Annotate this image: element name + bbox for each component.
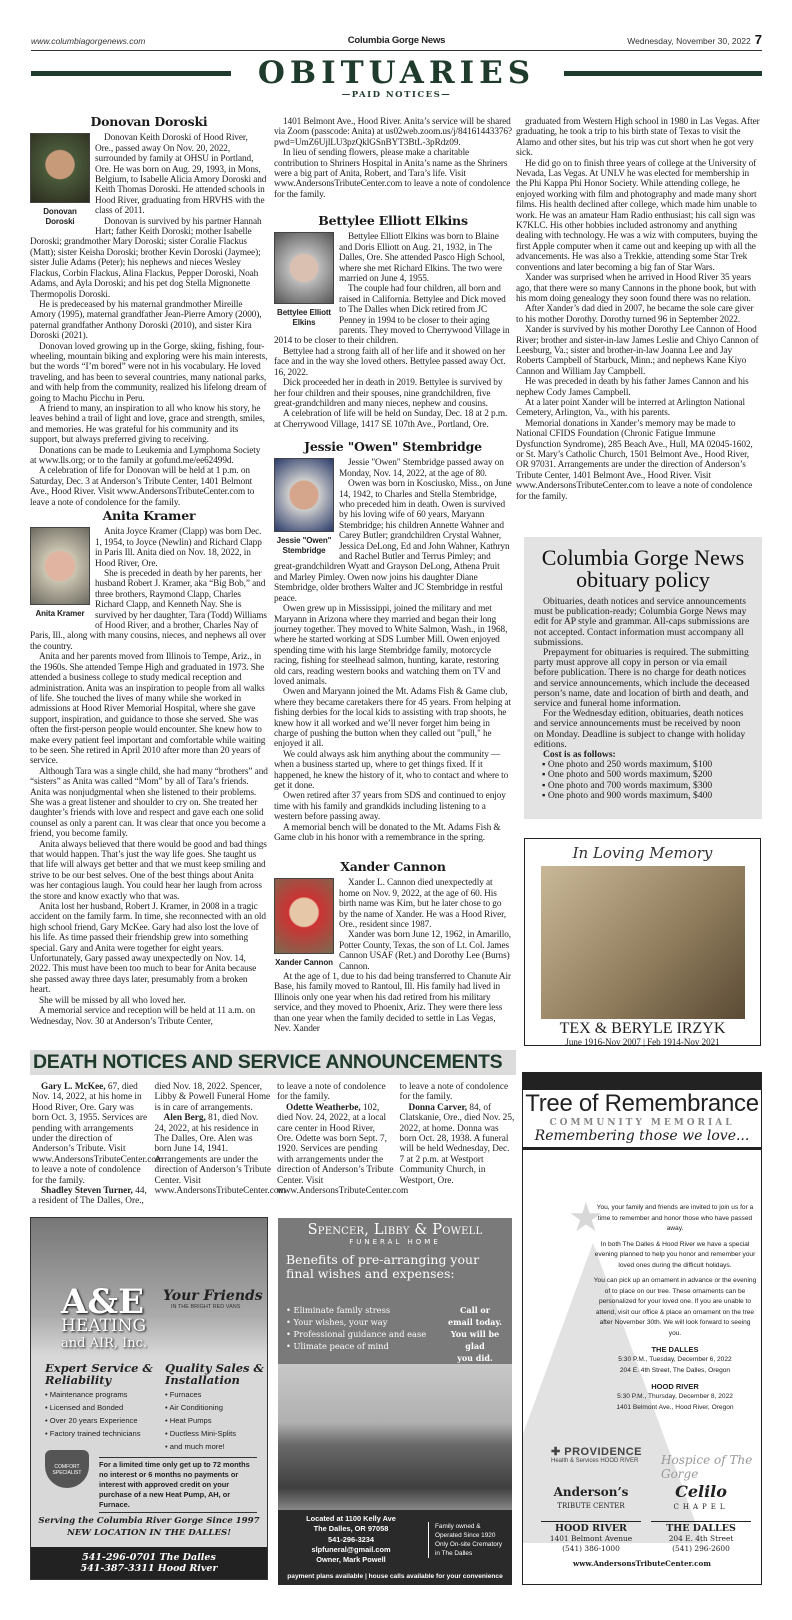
location-the-dalles: Celilo CHAPEL THE DALLES 204 E. 4th Street (541) 296-2600 bbox=[651, 1485, 751, 1554]
paragraph: He is predeceased by his maternal grandmother Mireille Amory (1995), maternal grandfather Jean-Pierre Amory (2000), paternal grandfather Anthony Doroski (2010), and sister Kira Doroski (2021). bbox=[30, 299, 262, 342]
site-url[interactable]: www.columbiagorgenews.com bbox=[31, 36, 146, 46]
cost-item: ▪ One photo and 700 words maximum, $300 bbox=[542, 781, 752, 791]
top-bar bbox=[523, 1073, 761, 1090]
couple-photo bbox=[541, 866, 745, 1019]
paragraph: Xander was born June 12, 1962, in Amarillo, Potter County, Texas, the son of Lt. Col. James Cannon USAF (Ret.) and Dorothy Lee (Burns) Cannon. bbox=[339, 930, 512, 972]
andersons-logo: Anderson’s TRIBUTE CENTER bbox=[553, 1485, 629, 1510]
cost-label: Cost is as follows: bbox=[543, 749, 616, 761]
sales-item: • Air Conditioning bbox=[165, 1401, 268, 1414]
paragraphs bbox=[534, 597, 752, 750]
ae-sales-column: Quality Sales & Installation • Furnaces • Air Conditioning • Heat Pumps • Ductless Mini-Splits • and much more! bbox=[165, 1362, 268, 1453]
event-time: 5:30 P.M., Thursday, December 8, 2022 bbox=[617, 1393, 733, 1400]
paragraph: The couple had four children, all born and raised in California. Bettylee and Dick moved to The Dalles when Dick retired from JC Penney in 1994 to be closer to their aging parents. They moved to Cherrywood Village in 2014 to be closer to their children. bbox=[274, 284, 510, 347]
spencer-libby-powell-ad bbox=[278, 1218, 512, 1585]
memory-script-title: In Loving Memory bbox=[572, 844, 713, 862]
tree-title: Tree of Remembrance bbox=[525, 1090, 759, 1117]
event-city: THE DALLES bbox=[651, 1345, 699, 1354]
paragraph: He did go on to finish three years of college at the University of Nevada, Las Vegas. At UNLV he was elected for membership in the Phi Kappa Phi Honor Society. While attending college, he enjoyed working with film and photography and made many short films. His health declined after college, which made him unable to work. He was an amateur Ham Radio enthusiast; his call sign was K7KLC. His other hobbies included astronomy and anything dealing with technology. He was a wiz with computers, buying the first Apple computer when it came out and keeping up with all the advancements. He was also a Trekkie, attending some Star Trek conventions and later becoming a big fan of Star Wars. bbox=[516, 158, 758, 273]
sales-item: • Heat Pumps bbox=[165, 1414, 268, 1427]
ae-service-column: Expert Service & Reliability • Maintenance programs • Licensed and Bonded • Over 20 years Experience • Factory trained technicians bbox=[45, 1362, 155, 1440]
cost-list bbox=[534, 760, 752, 801]
photo-caption: Donovan Doroski bbox=[43, 207, 77, 227]
tree-script: Remembering those we love... bbox=[523, 1128, 761, 1150]
obituary-policy-box bbox=[524, 537, 762, 819]
obituary-heading: Jessie "Owen" Stembridge bbox=[304, 439, 482, 454]
paragraph: Owen was born in Kosciusko, Miss., on June 14, 1942, to Charles and Stella Stembridge, who preceded him in death. Owen is survived by his loving wife of 60 years, Maryann Stembridge; his children Annette Wahner and Carey Butler; grandchildren Crystal Wahner, Jessica DeLong, Ed and John Wahner, Kathryn and Rachel Butler and Terrus Pimley; and great-grandchildren Wyatt and Grayson DeLong, Athena Pruit and Marley Pimley. Owen now joins his daughter Diane Stembridge, older brothers Walter and JC Stembridge in restful peace. bbox=[274, 479, 512, 604]
portrait-image bbox=[30, 527, 90, 605]
landscape-photo bbox=[278, 1364, 512, 1510]
service-item: • Licensed and Bonded bbox=[45, 1401, 155, 1414]
portrait-image bbox=[30, 133, 90, 203]
photo-caption: Anita Kramer bbox=[35, 609, 85, 619]
paragraph: Obituaries, death notices and service announcements must be publication-ready; Columbia Gorge News may edit for AP style and grammar. All-caps submissions are not accepted. Contact information must accompany all submissions. bbox=[534, 596, 750, 648]
paragraph: A memorial service and reception will be held at 11 a.m. on Wednesday, Nov. 30 at Anderson’s Tribute Center, bbox=[30, 1006, 256, 1027]
slp-headline: Benefits of pre-arranging your final wishes and expenses: bbox=[286, 1252, 480, 1281]
paragraph: She will be missed by all who loved her. bbox=[39, 995, 186, 1006]
death-notice: Donna Carver, 84, of Clatskanie, Ore., died Nov. 25, 2022, at home. Donna was born Oct. 28, 1938. A funeral will be held Wednesday, Dec. 7 at 2 p.m. at Westport Community Church, in Westport, Ore. bbox=[399, 1102, 515, 1186]
paragraph: Anita Joyce Kramer (Clapp) was born Dec. 1, 1954, to Joyce (Newlin) and Richard Clapp in Paris Ill. Anita died on Nov. 18, 2022, in Hood River, Ore. bbox=[95, 527, 262, 569]
obituary-anita-kramer-continued bbox=[274, 117, 512, 200]
andersons-website-link[interactable]: www.AndersonsTributeCenter.com bbox=[573, 1559, 711, 1568]
service-item: • Over 20 years Experience bbox=[45, 1414, 155, 1427]
celilo-logo: Celilo CHAPEL bbox=[673, 1482, 729, 1511]
paragraph: Xander was surprised when he arrived in Hood River 35 years ago, that there were so many Cannons in the phone book, but with his mom doing genealogy they soon found there was no relation. bbox=[516, 273, 756, 304]
death-notice: Alen Berg, 81, died Nov. 24, 2022, at his residence in The Dalles, Ore. Alen was born June 14, 1941. Arrangements are under the direction of Anderson’s Tribute Center. Visit www.AndersonsTributeCenter.com to leave a note of condolence for the family. bbox=[154, 1082, 386, 1197]
location-hood-river: Anderson’s TRIBUTE CENTER HOOD RIVER 1401 Belmont Avenue (541) 386-1000 bbox=[541, 1485, 641, 1554]
slp-address: Located at 1100 Kelly Ave The Dalles, OR 97058 541-296-3234 slpfuneral@gmail.com Owner, Mark Powell bbox=[306, 1514, 396, 1565]
benefit-item: • Your wishes, your way bbox=[286, 1316, 426, 1328]
obituary-photo bbox=[274, 458, 334, 556]
paragraph: Owen retired after 37 years from SDS and continued to enjoy time with his family and grandkids including listening to a western before passing away. bbox=[274, 791, 506, 823]
ae-serving: Serving the Columbia River Gorge Since 1997 NEW LOCATION IN THE DALLES! bbox=[38, 1516, 260, 1538]
death-notices-banner bbox=[30, 1050, 516, 1075]
sponsor-logos bbox=[523, 1445, 761, 1485]
slp-family-info: Family owned & Operated Since 1920 Only On-site Crematory in The Dalles bbox=[428, 1522, 502, 1558]
paragraph: Owen and Maryann joined the Mt. Adams Fish & Game club, where they became caretakers there for 45 years. From helping at fishing derbies for the local kids to assisting with trap shoots, he knew how it all worked and we’ll never forget him being in charge of pushing the button when they called out "pull," he enjoyed it all. bbox=[274, 687, 512, 750]
section-subtitle: —PAID NOTICES— bbox=[341, 90, 452, 100]
sales-item: • Ductless Mini-Splits bbox=[165, 1427, 268, 1440]
paragraph: You, your family and friends are invited to join us for a time to remember and honor those who have passed away. bbox=[596, 1204, 754, 1232]
paragraph: A celebration of life will be held on Sunday, Dec. 18 at 2 p.m. at Cherrywood Village, 1417 SE 107th Ave., Portland, Ore. bbox=[274, 409, 508, 430]
obituary-photo bbox=[30, 527, 90, 619]
header-rule bbox=[31, 50, 762, 51]
death-notices-list bbox=[32, 1082, 516, 1207]
event-time: 5:30 P.M., Tuesday, December 6, 2022 bbox=[618, 1356, 732, 1363]
paragraph: At the age of 1, due to his dad being transferred to Chanute Air Base, his family moved to Rantoul, Ill. His family had lived in Illinois only one year when his dad retired from his military service, and they moved to Phoenix, Ariz. They were there less than one year when the family decided to settle in Las Vegas, Nev. Xander bbox=[274, 972, 512, 1035]
funeral-home-sub: FUNERAL HOME bbox=[349, 1238, 441, 1246]
paragraph: A friend to many, an inspiration to all who know his story, he leaves behind a trail of light and love, grace and strength, smiles, and memories. He was grateful for his community and its support, but always preferred giving to receiving. bbox=[30, 403, 265, 446]
paragraph: Anita and her parents moved from Illinois to Tempe, Ariz., in the 1960s. She attended Tempe High and graduated in 1973. She attended a business college to study medical reception and administration. Anita was an inspiration to people from all walks of life. She touched the lives of many while she worked in admissions at Hood River Memorial Hospital, where she gave support, inspiration, and guidance to those she served. She was often the first-person people would encounter. She knew how to make every patient feel important and comfortable while waiting to be seen. She retired in April 2010 after more than 20 years of service. bbox=[30, 652, 266, 767]
death-notices-title: DEATH NOTICES AND SERVICE ANNOUNCEMENTS bbox=[33, 1051, 503, 1073]
benefit-item: • Professional guidance and ease bbox=[286, 1328, 426, 1340]
sales-item: • Furnaces bbox=[165, 1388, 268, 1401]
death-notice: Gary L. McKee, 67, died Nov. 14, 2022, at his home in Hood River, Ore. Gary was born Oct. 3, 1955. Services are pending with arrangements under the direction of Anderson’s Tribute. Visit www.AndersonsTributeCenter.com to leave a note of condolence for the family. bbox=[32, 1082, 164, 1186]
photo-caption: Jessie "Owen" Stembridge bbox=[276, 536, 332, 556]
paragraph: A celebration of life for Donovan will be held at 1 p.m. on Saturday, Dec. 3 at Anderson’s Tribute Center, 1401 Belmont Ave., Hood River. Visit www.AndersonsTributeCenter.com to leave a note of condolence for the family. bbox=[30, 466, 255, 508]
paragraph: He was preceded in death by his father James Cannon and his nephew Cody James Campbell. bbox=[516, 377, 749, 398]
cost-item: ▪ One photo and 900 words maximum, $400 bbox=[542, 791, 752, 801]
in-loving-memory-ad bbox=[524, 838, 761, 1046]
death-notice: Odette Weatherbe, 102, died Nov. 24, 2022, at a local care center in Hood River, Ore. Odette was born Sept. 7, 1920. Services are pending with arrangements under the direction of Anderson’s Tribute Center. Visit www.AndersonsTributeCenter.com to leave a note of condolence for the family. bbox=[277, 1082, 509, 1197]
portrait-image bbox=[274, 232, 334, 304]
paragraph: Bettylee had a strong faith all of her life and it showed on her face and in the way she loved others. Bettylee passed away Oct. 16, 2022. bbox=[274, 346, 506, 378]
obituary-heading: Anita Kramer bbox=[102, 508, 196, 523]
portrait-image bbox=[274, 458, 334, 532]
paragraph: Dick proceeded her in death in 2019. Bettylee is survived by her four children and their spouses, nine grandchildren, five great-grandchildren and many nieces, nephew and cousins. bbox=[274, 378, 503, 409]
obituary-donovan-doroski bbox=[30, 114, 268, 508]
providence-logo: ✚ PROVIDENCE Health & Services HOOD RIVER bbox=[551, 1446, 643, 1464]
paragraph: You can pick up an ornament in advance or the evening of to place on our tree. These ornaments can be personalized for your loved one. If you are unable to attend, visit our office & place an ornament on the tree after November 30th. We will look forward to seeing you. bbox=[593, 1277, 757, 1337]
slp-benefits bbox=[278, 1304, 426, 1352]
event-city: HOOD RIVER bbox=[651, 1382, 699, 1391]
hospice-logo: Hospice of The Gorge bbox=[661, 1453, 753, 1481]
paragraph: Donovan Keith Doroski of Hood River, Ore., passed away On Nov. 20, 2022, surrounded by family at OHSU in Portland, Ore. He was born on Aug. 29, 1993, in Mons, Belgium, to Isabelle Alicia Amory Doroski and Keith Thomas Doroski. He attended schools in Hood River, graduating from HRVHS with the class of 2011. bbox=[95, 133, 267, 217]
tree-community: COMMUNITY MEMORIAL bbox=[549, 1118, 735, 1128]
slp-payment-note: payment plans available | house calls available for your convenience bbox=[287, 1573, 503, 1580]
photo-caption: Xander Cannon bbox=[275, 958, 333, 968]
cost-item: ▪ One photo and 500 words maximum, $200 bbox=[542, 770, 752, 780]
policy-title: Columbia Gorge News obituary policy bbox=[541, 545, 745, 592]
paragraph: Xander L. Cannon died unexpectedly at home on Nov. 9, 2022, at the age of 60. His birth name was Kim, but he later chose to go by the name of Xander. He was a Hood River, Ore., resident since 1987. bbox=[339, 878, 507, 931]
section-title-bar bbox=[31, 55, 762, 109]
memory-dates: June 1916-Nov 2007 | Feb 1914-Nov 2021 bbox=[565, 1037, 720, 1047]
paragraph: We could always ask him anything about the community — when a business started up, where to get things fixed. If it happened, he knew the history of it, who to contact and where to get it done. bbox=[274, 749, 509, 791]
paragraph: Jessie "Owen" Stembridge passed away on Monday, Nov. 14, 2022, at the age of 80. bbox=[339, 458, 504, 479]
paragraph: In lieu of sending flowers, please make a charitable contribution to Shriners Hospital in Anita’s name as the Shriners were a big part of Anita, Robert, and Tara’s life. Visit www.AndersonsTributeCenter.com to leave a note of condolence for the family. bbox=[274, 148, 511, 200]
cost-item: ▪ One photo and 250 words maximum, $100 bbox=[542, 760, 752, 770]
paragraph: A memorial bench will be donated to the Mt. Adams Fish & Game club in his honor with a remembrance in the spring. bbox=[274, 822, 501, 844]
paragraph: Anita lost her husband, Robert J. Kramer, in 2008 in a tragic accident on the family farm. In time, she reconnected with an old high school friend, Gary McKee. Gary had also lost the love of his life. As time passed their friendship grew into something special. Gary and Anita were together for eight years. Unfortunately, Gary passed away unexpectedly on Nov. 14, 2022. This must have been too much to bear for Anita because she passed away three days later, presumably from a broken heart. bbox=[30, 902, 266, 996]
paragraph: Xander is survived by his mother Dorothy Lee Cannon of Hood River; brother and sister-in-law James Leslie and Chiyo Cannon of Leesburg, Va.; sister and brother-in-law Joanna Lee and Jay Roberts Campbell of Starbuck, Minn.; and nephews Kane Kiyo Cannon and William Jay Campbell. bbox=[516, 325, 759, 377]
obituary-bettylee-elkins bbox=[274, 213, 512, 430]
paragraph: Memorial donations in Xander’s memory may be made to National CFIDS Foundation (Chronic Fatigue Immune Dysfunction Syndrome), 285 Beach Ave., Hull, MA 02045-1602, or St. Mary’s Catholic Church, 1501 Belmont Ave., Hood River, OR 97031. Arrangements are under the direction of Anderson’s Tribute Center, 1401 Belmont Ave., Hood River. Visit www.AndersonsTributeCenter.com to leave a note of condolence for the family. bbox=[516, 418, 753, 502]
issue-date: Wednesday, November 30, 2022 7 bbox=[627, 32, 762, 47]
publication-name: Columbia Gorge News bbox=[347, 35, 446, 46]
ae-tagline: Your Friends bbox=[163, 1288, 263, 1304]
slp-footer bbox=[278, 1510, 512, 1585]
ae-heating-ad bbox=[30, 1217, 268, 1580]
section-title: OBITUARIES bbox=[257, 55, 536, 91]
obituary-anita-kramer bbox=[30, 508, 268, 1027]
obituary-photo bbox=[274, 232, 334, 328]
memory-names: TEX & BERYLE IRZYK bbox=[559, 1020, 726, 1037]
comfort-specialist-badge: COMFORT SPECIALIST bbox=[45, 1450, 89, 1488]
paragraph: Donations can be made to Leukemia and Lymphoma Society at www.lls.org; or to the family at gofund.me/ee62499d. bbox=[30, 445, 261, 466]
service-item: • Maintenance programs bbox=[45, 1388, 155, 1401]
obituary-xander-cannon-continued bbox=[516, 117, 762, 502]
paragraph: She is preceded in death by her parents, her husband Robert J. Kramer, aka “Big Bob,” and three brothers, Raymond Clapp, Charles Richard Clapp, and Kenneth Nay. She is survived by her daughter, Tara (Todd) Williams of Hood River, and a brother, Charles Nay of Paris, Ill., along with many cousins, nieces, and nephews all over the country. bbox=[30, 569, 267, 652]
paragraphs bbox=[274, 117, 512, 200]
photo-caption: Bettylee Elliott Elkins bbox=[277, 308, 331, 328]
star-icon: ★ bbox=[568, 1196, 604, 1240]
obituary-xander-cannon bbox=[274, 859, 512, 1035]
paragraphs bbox=[516, 117, 762, 502]
benefit-item: • Eliminate family stress bbox=[286, 1304, 426, 1316]
obituary-photo bbox=[274, 878, 334, 968]
paragraph: Anita always believed that there would be good and bad things that would happen. That’s just the way life goes. She taught us that life will always get better and that we must keep smiling and strive to be our best selves. One of the best things about Anita was her contagious laugh. You could hear her laugh from across the store and know exactly who that was. bbox=[30, 839, 267, 902]
ae-logo: A&E HEATING and AIR, Inc. bbox=[61, 1282, 148, 1351]
paragraph: graduated from Western High school in 1980 in Las Vegas. After graduating, he took a trip to his birth state of Texas to visit the Alamo and other sites, but his trip was cut short when he got very sick. bbox=[516, 117, 760, 159]
paragraph: Although Tara was a single child, she had many “brothers” and “sisters” as Anita was called “Mom” by all of Tara’s friends. Anita was nonjudgmental when she listened to their problems. She was a great listener and shoulder to cry on. She treated her daughter’s friends with love and respect and gave each one solid counsel as only a parent can. It was clear that once you become a friend, you become family. bbox=[30, 766, 268, 840]
obituary-jessie-stembridge bbox=[274, 439, 512, 844]
paragraph: Bettylee Elliott Elkins was born to Blaine and Doris Elliott on Aug. 21, 1932, in The Dalles, Ore. She attended Pasco High School, where she met Richard Elkins. The two were married on June 4, 1955. bbox=[339, 232, 505, 285]
funeral-home-name: Spencer, Libby & Powell bbox=[307, 1222, 483, 1238]
paragraph: After Xander’s dad died in 2007, he became the sole care giver to his mother Dorothy. Dorothy turned 96 in September 2022. bbox=[516, 304, 754, 325]
service-item: • Factory trained technicians bbox=[45, 1427, 155, 1440]
paragraph: Prepayment for obituaries is required. The submitting party must approve all copy in person or via email before publication. There is no charge for death notices and service announcements, which include the deceased person’s name, date and location of birth and death, and service and funeral home information. bbox=[534, 647, 750, 710]
event-address: 204 E. 4th Street, The Dalles, Oregon bbox=[619, 1366, 731, 1374]
ae-phones: 541-296-0701 The Dalles 541-387-3311 Hood River bbox=[31, 1547, 267, 1579]
paragraph: At a later point Xander will be interred at Arlington National Cemetery, Arlington, Va., with his parents. bbox=[516, 397, 745, 419]
page-number: 7 bbox=[754, 32, 762, 47]
tree-body bbox=[593, 1203, 757, 1413]
obituary-photo bbox=[30, 133, 90, 227]
paragraph: Donovan is survived by his partner Hannah Hart; father Keith Doroski; mother Isabelle Doroski; grandmother Mary Doroski; sister Coralie Flackus (Matt); sister Keisha Doroski; brother Kevin Doroski (Jaymee); sister Julie Adams (Peter); his nephews and nieces Wesley Flackus, Corbin Flackus, Alina Flackus, Pepper Doroski, Noah Adams, and Ayla Doroski; and his pet dog Stella Mignonette Thermopolis Doroski. bbox=[30, 216, 262, 300]
event-address: 1401 Belmont Ave., Hood River, Oregon bbox=[616, 1403, 734, 1411]
portrait-image bbox=[274, 878, 334, 954]
obituary-heading: Xander Cannon bbox=[340, 859, 446, 874]
sales-item: • and much more! bbox=[165, 1440, 268, 1453]
paragraph: 1401 Belmont Ave., Hood River. Anita’s service will be shared via Zoom (passcode: Anita) at us02web.zoom.us/j/84161443376?pwd=UmZ6UjlLU3pzQklGSnBYT3BtL-3pRdz09. bbox=[274, 117, 513, 148]
death-notice: Shadley Steven Turner, 44, a resident of The Dalles, Ore., died Nov. 18, 2022. Spencer, Libby & Powell Funeral Home is in care of arrangements. bbox=[32, 1082, 271, 1207]
paragraph: For the Wednesday edition, obituaries, death notices and service announcements must be received by noon on Monday. Deadline is subject to change with holiday editions. bbox=[534, 708, 746, 750]
ae-offer: For a limited time only get up to 72 months no interest or 6 months no payments or interest with approved credit on your purchase of a new Heat Pump, AH, or Furnace. bbox=[99, 1457, 257, 1513]
slp-call-to-action: Call or email today. You will be glad you did. bbox=[448, 1305, 502, 1363]
tree-of-remembrance-ad bbox=[522, 1072, 762, 1585]
obituary-heading: Donovan Doroski bbox=[90, 114, 208, 129]
paragraph: In both The Dalles & Hood River we have a special evening planned to help you honor and remember your loved ones during the difficult holidays. bbox=[594, 1240, 756, 1269]
paragraphs bbox=[593, 1203, 757, 1339]
obituary-heading: Bettylee Elliott Elkins bbox=[318, 213, 468, 228]
paragraph: Donovan loved growing up in the Gorge, skiing, fishing, four-wheeling, mountain biking and exploring were his main interests, but the words “I’m bored” were not in his vocabulary. He loved traveling, and has been to several countries, many national parks, and with help from the community, realized his lifelong dream of going to Machu Picchu in Peru. bbox=[30, 341, 268, 404]
ae-tagline-sub: IN THE BRIGHT RED VANS bbox=[171, 1304, 241, 1310]
benefit-item: • Ulimate peace of mind bbox=[286, 1340, 426, 1352]
paragraph: Owen grew up in Mississippi, joined the military and met Maryann in Arizona where they married and began their long journey together. They moved to White Salmon, Wash., in 1968, where he started working at SDS Lumber Mill. Owen enjoyed spending time with his large Stembridge family, motorcycle racing, fishing for steelhead salmon, hunting, karate, restoring old cars, reading western books and watching them on TV and loved animals. bbox=[274, 604, 508, 687]
